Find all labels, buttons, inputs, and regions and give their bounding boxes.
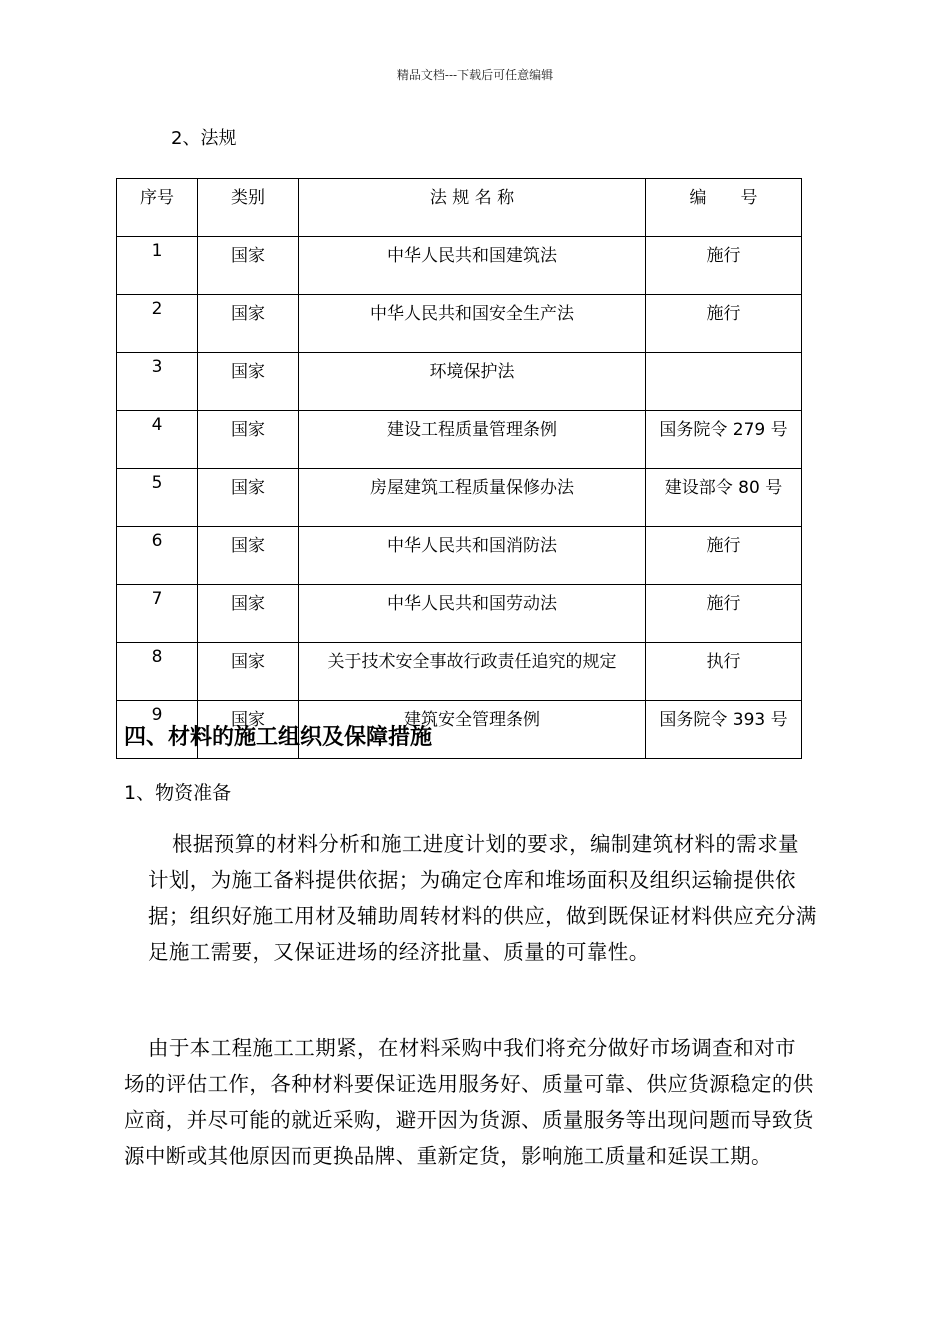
table-cell: 中华人民共和国安全生产法 — [299, 295, 646, 353]
header-cell: 类别 — [198, 179, 299, 237]
table-cell: 国家 — [198, 701, 299, 759]
header-cell: 编 号 — [646, 179, 802, 237]
table-row — [117, 469, 802, 527]
table-cell: 国务院令 279 号 — [646, 411, 802, 469]
paragraph-text: 由于本工程施工工期紧，在材料采购中我们将充分做好市场调查和对市场的评估工作，各种材料要保证选用服务好、质量可靠、供应货源稳定的供应商，并尽可能的就近采购，避开因为货源、质量服务等出现问题而导致货源中断或其他原因而更换品牌、重新定货，影响施工质量和延误工期。 — [124, 1036, 814, 1168]
table-cell: 中华人民共和国劳动法 — [299, 585, 646, 643]
table-cell — [646, 353, 802, 411]
page-header: 精品文档---下载后可任意编辑 — [396, 68, 554, 82]
table-cell: 施行 — [646, 527, 802, 585]
table-cell: 9 — [117, 701, 198, 759]
table-cell: 国家 — [198, 411, 299, 469]
table-cell: 国家 — [198, 237, 299, 295]
table-cell: 国家 — [198, 469, 299, 527]
table-cell: 执行 — [646, 643, 802, 701]
header-cell: 序号 — [117, 179, 198, 237]
table-cell: 国家 — [198, 643, 299, 701]
table-cell: 6 — [117, 527, 198, 585]
table-row — [117, 237, 802, 295]
table-cell: 2 — [117, 295, 198, 353]
table-row — [117, 527, 802, 585]
table-cell: 1 — [117, 237, 198, 295]
section-title: 四、材料的施工组织及保障措施 — [124, 725, 433, 750]
table-cell: 国务院令 393 号 — [646, 701, 802, 759]
table-cell: 7 — [117, 585, 198, 643]
table-cell: 建设部令 80 号 — [646, 469, 802, 527]
paragraph — [148, 826, 818, 970]
table-cell: 施行 — [646, 237, 802, 295]
table-cell: 建筑安全管理条例 — [299, 701, 646, 759]
table-cell: 施行 — [646, 295, 802, 353]
table-row — [117, 353, 802, 411]
table-cell: 5 — [117, 469, 198, 527]
table-cell: 国家 — [198, 295, 299, 353]
table-cell: 建设工程质量管理条例 — [299, 411, 646, 469]
table-row — [117, 643, 802, 701]
subsection-title: 1、物资准备 — [124, 782, 232, 804]
table-cell: 中华人民共和国建筑法 — [299, 237, 646, 295]
table-cell: 关于技术安全事故行政责任追究的规定 — [299, 643, 646, 701]
paragraph — [124, 1030, 816, 1174]
table-cell: 施行 — [646, 585, 802, 643]
table-cell: 国家 — [198, 585, 299, 643]
table-header-row — [117, 179, 802, 237]
table-cell: 国家 — [198, 527, 299, 585]
paragraph-text: 根据预算的材料分析和施工进度计划的要求，编制建筑材料的需求量计划，为施工备料提供依据；为确定仓库和堆场面积及组织运输提供依据；组织好施工用材及辅助周转材料的供应，做到既保证材料供应充分满足施工需要，又保证进场的经济批量、质量的可靠性。 — [148, 832, 817, 964]
header-cell: 法 规 名 称 — [299, 179, 646, 237]
table-cell: 房屋建筑工程质量保修办法 — [299, 469, 646, 527]
table-cell: 国家 — [198, 353, 299, 411]
regulations-table — [116, 178, 802, 759]
table-row — [117, 411, 802, 469]
table-cell: 环境保护法 — [299, 353, 646, 411]
table-cell: 3 — [117, 353, 198, 411]
table-cell: 4 — [117, 411, 198, 469]
table-cell: 8 — [117, 643, 198, 701]
section-label: 2、法规 — [171, 128, 237, 149]
table-row — [117, 295, 802, 353]
table-cell: 中华人民共和国消防法 — [299, 527, 646, 585]
table-row — [117, 585, 802, 643]
